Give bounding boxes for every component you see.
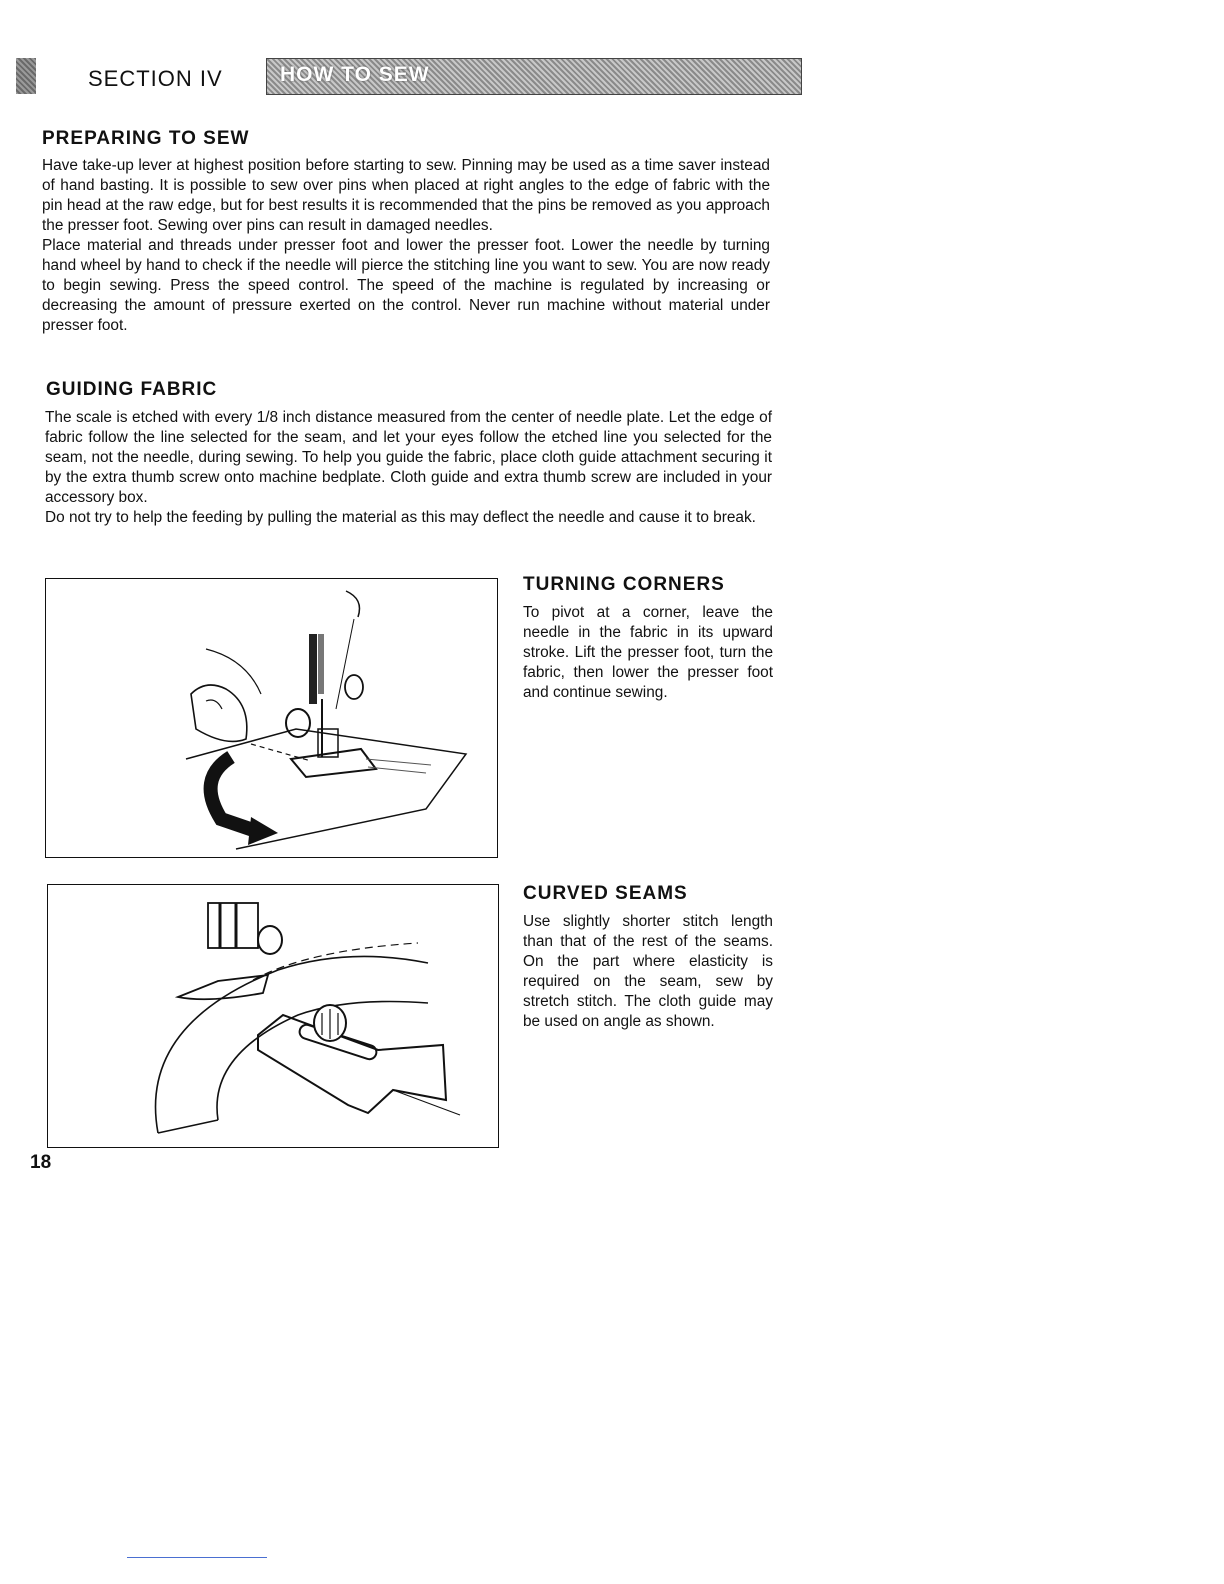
preparing-paragraph-1: Have take-up lever at highest position before starting to sew. Pinning may be used as a time saver instead of hand basting. It is possible to sew over pins when placed at right angles to the edge of fabric with the pin head at the raw edge, but for best results it is recommended that the pins be removed as you approach the presser foot. Sewing over pins can result in damaged needles.: [42, 157, 770, 234]
preparing-paragraph-2: Place material and threads under presser foot and lower the presser foot. Lower the needle by turning hand wheel by hand to check if the needle will pierce the stitching line you want to sew. You are now ready to begin sewing. Press the speed control. The speed of the machine is regulated by increasing or decreasing the amount of pressure exerted on the control. Never run machine without material under presser foot.: [42, 237, 770, 334]
preparing-heading: PREPARING TO SEW: [42, 128, 250, 149]
preparing-body: [42, 156, 770, 336]
guiding-heading: GUIDING FABRIC: [46, 379, 218, 400]
turning-corners-illustration: [45, 578, 498, 858]
section-title: HOW TO SEW: [280, 63, 430, 86]
guiding-body: [45, 408, 772, 528]
page-number: 18: [30, 1152, 52, 1173]
guiding-paragraph-2: Do not try to help the feeding by pulling the material as this may deflect the needle and cause it to break.: [45, 509, 756, 526]
guiding-paragraph-1: The scale is etched with every 1/8 inch distance measured from the center of needle plate. Let the edge of fabric follow the line selected for the seam, and let your eyes follow the etched line you selected for the seam, not the needle, during sewing. To help you guide the fabric, place cloth guide attachment securing it by the extra thumb screw onto machine bedplate. Cloth guide and extra thumb screw are included in your accessory box.: [45, 409, 772, 506]
curved-heading: CURVED SEAMS: [523, 883, 688, 904]
turning-body: To pivot at a corner, leave the needle in the fabric in its upward stroke. Lift the presser foot, turn the fabric, then lower the presser foot and continue sewing.: [523, 604, 773, 701]
curved-body: Use slightly shorter stitch length than that of the rest of the seams. On the part where elasticity is required on the seam, sew by stretch stitch. The cloth guide may be used on angle as shown.: [523, 913, 773, 1030]
turning-heading: TURNING CORNERS: [523, 574, 725, 595]
section-label: SECTION IV: [88, 66, 223, 91]
curved-seams-illustration: [47, 884, 499, 1148]
footer-line: [127, 1557, 267, 1558]
section-marker: [16, 58, 36, 94]
